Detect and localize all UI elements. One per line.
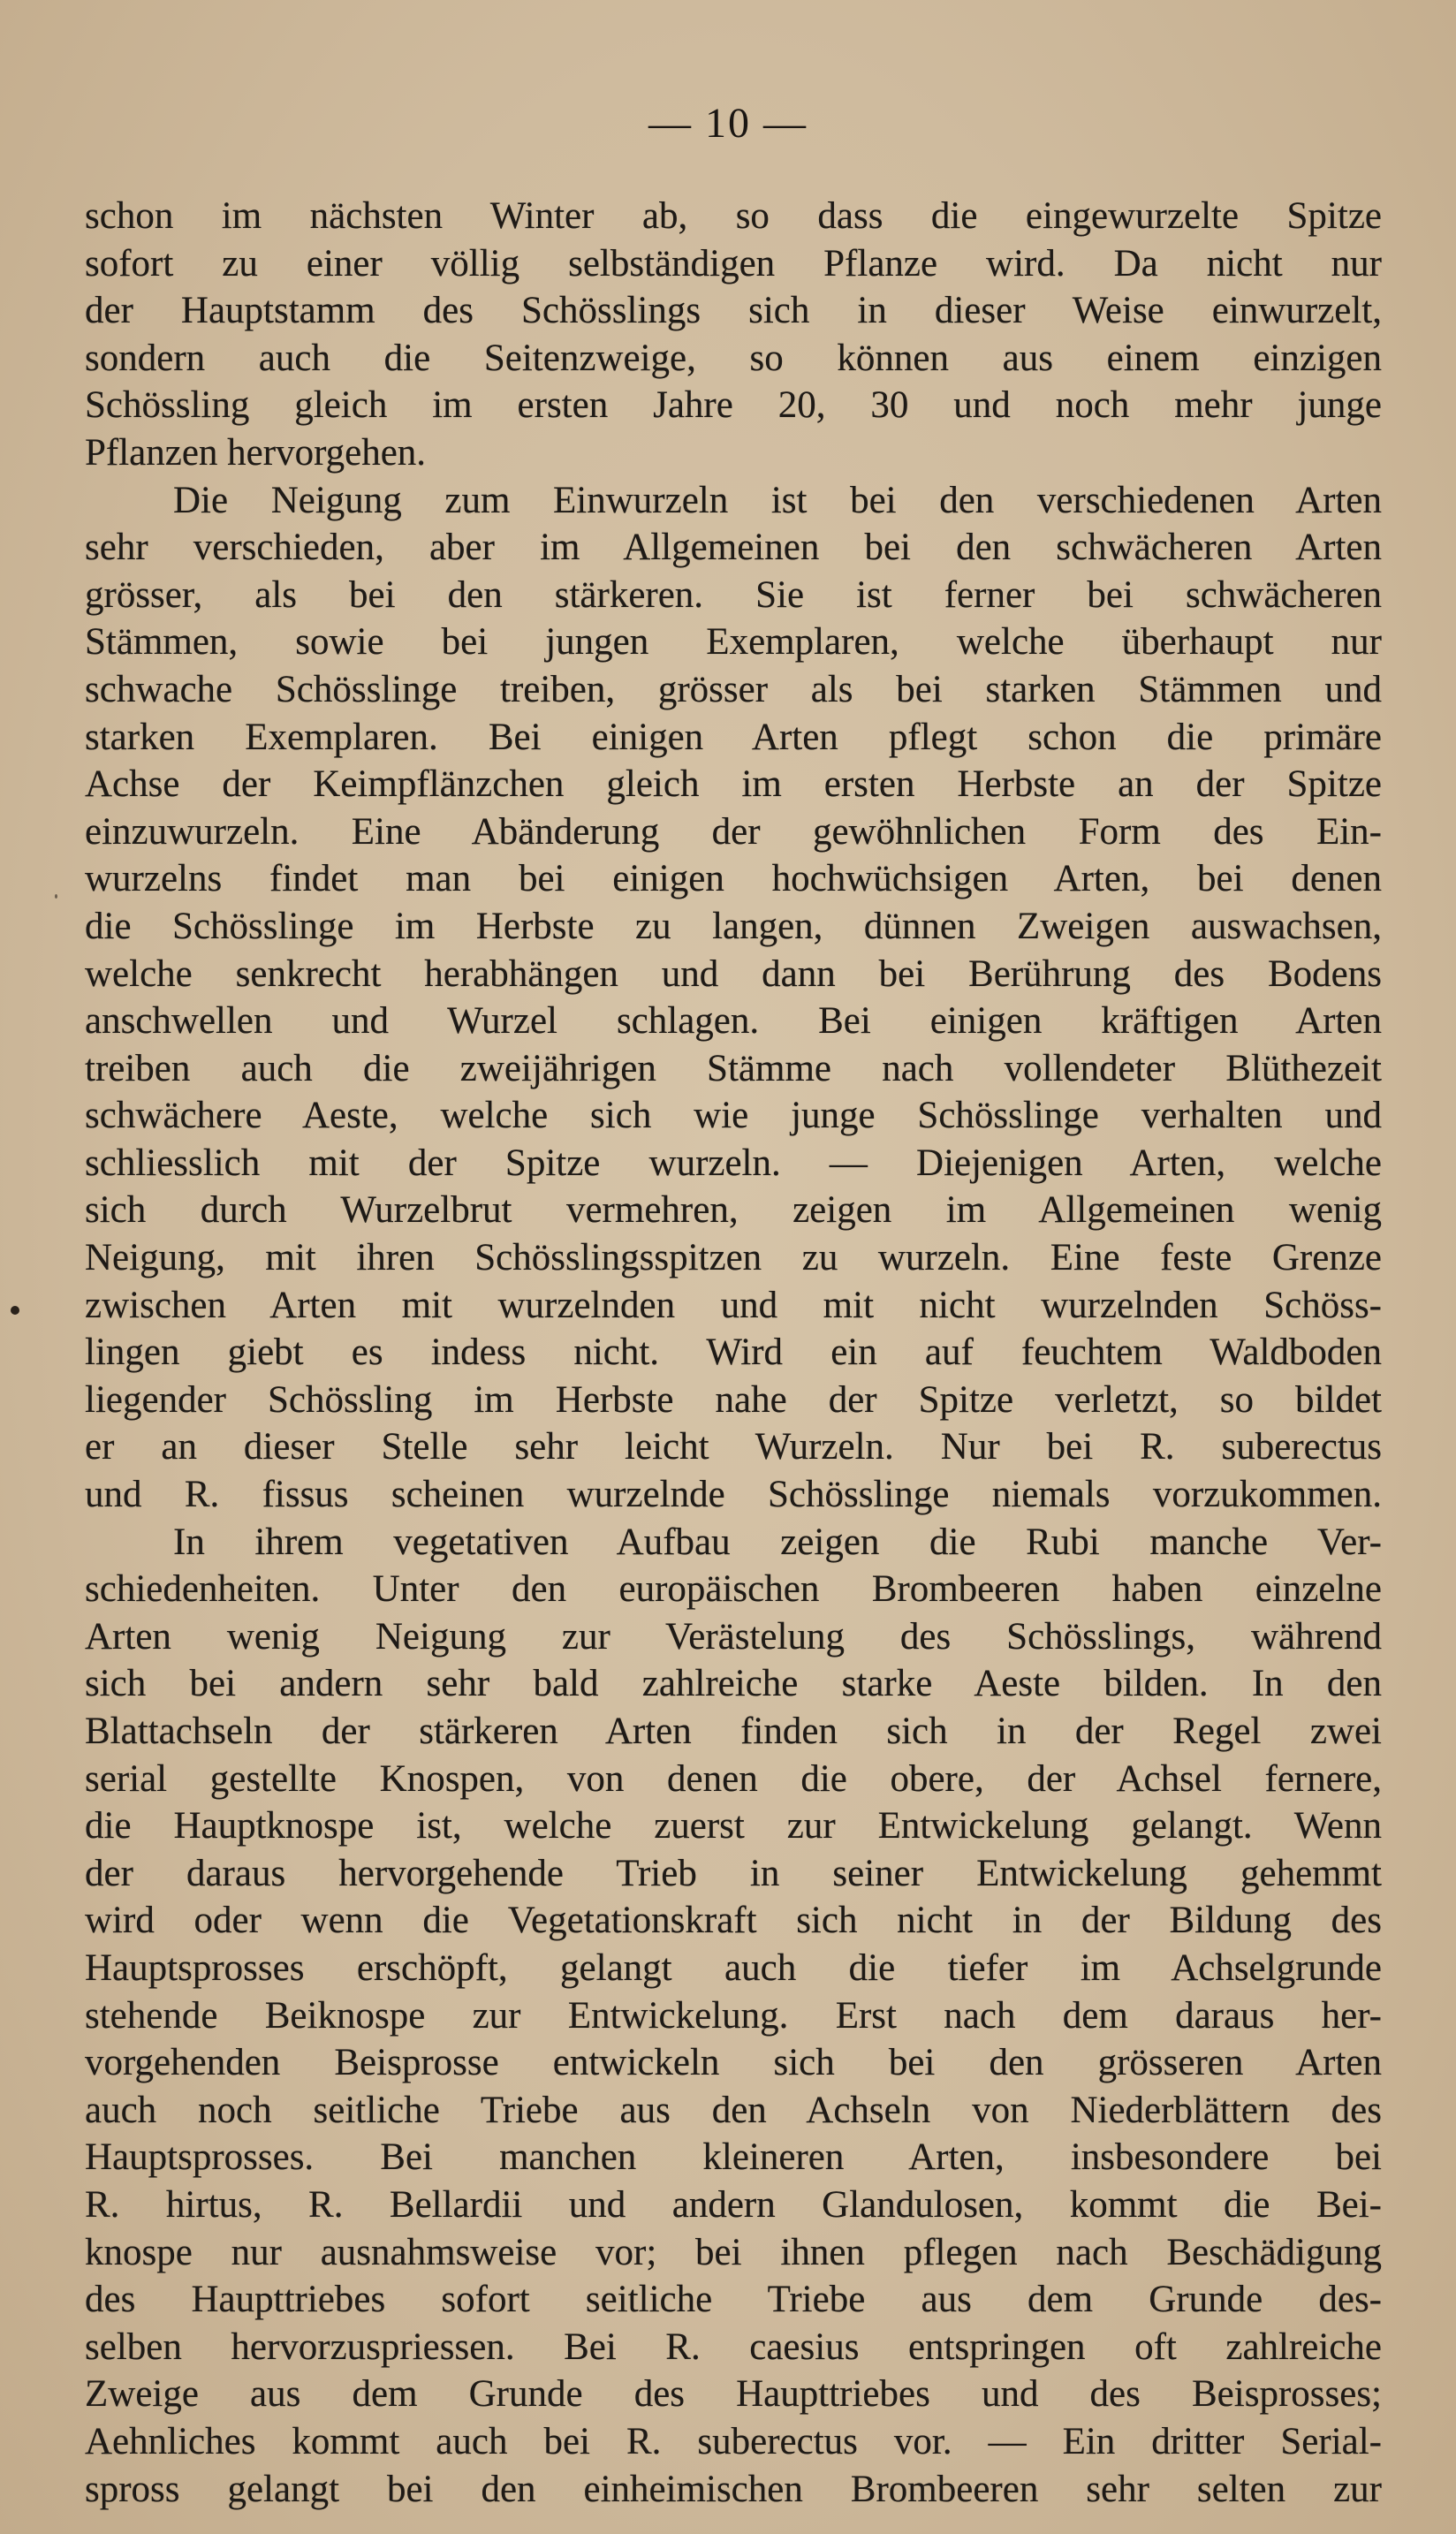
text-line: selben hervorzuspriessen. Bei R. caesius entspringen oft zahlreiche	[85, 2325, 1382, 2368]
text-line: sondern auch die Seitenzweige, so können aus einem einzigen	[85, 337, 1382, 379]
text-line: treiben auch die zweijährigen Stämme nach vollendeter Blüthezeit	[85, 1047, 1382, 1089]
text-line: einzuwurzeln. Eine Abänderung der gewöhnlichen Form des Ein-	[85, 810, 1382, 853]
text-line: starken Exemplaren. Bei einigen Arten pflegt schon die primäre	[85, 716, 1382, 758]
text-line: spross gelangt bei den einheimischen Brombeeren sehr selten zur	[85, 2468, 1382, 2510]
ink-speck	[55, 894, 57, 899]
text-line: er an dieser Stelle sehr leicht Wurzeln. Nur bei R. suberectus	[85, 1426, 1382, 1468]
text-line: knospe nur ausnahmsweise vor; bei ihnen pflegen nach Beschädigung	[85, 2231, 1382, 2273]
text-line: auch noch seitliche Triebe aus den Achseln von Niederblättern des	[85, 2089, 1382, 2131]
text-line: sehr verschieden, aber im Allgemeinen bei den schwächeren Arten	[85, 527, 1382, 569]
text-line: R. hirtus, R. Bellardii und andern Glandulosen, kommt die Bei-	[85, 2183, 1382, 2226]
text-line: lingen giebt es indess nicht. Wird ein auf feuchtem Waldboden	[85, 1331, 1382, 1374]
text-line: Pflanzen hervorgehen.	[85, 431, 427, 474]
ink-speck	[11, 1306, 19, 1315]
text-line: serial gestellte Knospen, von denen die obere, der Achsel fernere,	[85, 1757, 1382, 1800]
text-line: der daraus hervorgehende Trieb in seiner Entwickelung gehemmt	[85, 1852, 1382, 1894]
text-line: der Hauptstamm des Schösslings sich in dieser Weise einwurzelt,	[85, 290, 1382, 332]
text-line: Stämmen, sowie bei jungen Exemplaren, welche überhaupt nur	[85, 621, 1382, 664]
text-line: In ihrem vegetativen Aufbau zeigen die Rubi manche Ver-	[173, 1521, 1382, 1563]
text-line: Blattachseln der stärkeren Arten finden sich in der Regel zwei	[85, 1711, 1382, 1752]
text-line: welche senkrecht herabhängen und dann bei Berührung des Bodens	[85, 952, 1382, 995]
text-line: grösser, als bei den stärkeren. Sie ist ferner bei schwächeren	[85, 573, 1382, 616]
text-line: wird oder wenn die Vegetationskraft sich nicht in der Bildung des	[85, 1900, 1382, 1942]
text-line: Hauptsprosses. Bei manchen kleineren Arten, insbesondere bei	[85, 2136, 1382, 2179]
text-line: die Schösslinge im Herbste zu langen, dünnen Zweigen auswachsen,	[85, 905, 1382, 947]
text-line: die Hauptknospe ist, welche zuerst zur Entwickelung gelangt. Wenn	[85, 1805, 1382, 1847]
text-line: schon im nächsten Winter ab, so dass die eingewurzelte Spitze	[85, 195, 1382, 237]
text-line: schwache Schösslinge treiben, grösser als bei starken Stämmen und	[85, 668, 1382, 710]
text-line: Arten wenig Neigung zur Verästelung des Schösslings, während	[85, 1615, 1382, 1658]
text-line: Aehnliches kommt auch bei R. suberectus vor. — Ein dritter Serial-	[85, 2420, 1382, 2462]
body-text	[85, 193, 1382, 2513]
text-line: wurzelns findet man bei einigen hochwüchsigen Arten, bei denen	[85, 858, 1382, 900]
text-line: liegender Schössling im Herbste nahe der Spitze verletzt, so bildet	[85, 1378, 1382, 1421]
text-line: schliesslich mit der Spitze wurzeln. — Diejenigen Arten, welche	[85, 1142, 1382, 1184]
text-line: sich durch Wurzelbrut vermehren, zeigen im Allgemeinen wenig	[85, 1189, 1382, 1232]
text-line: Achse der Keimpflänzchen gleich im ersten Herbste an der Spitze	[85, 763, 1382, 806]
text-line: Neigung, mit ihren Schösslingsspitzen zu wurzeln. Eine feste Grenze	[85, 1237, 1382, 1279]
text-line: anschwellen und Wurzel schlagen. Bei einigen kräftigen Arten	[85, 1000, 1382, 1043]
text-line: vorgehenden Beisprosse entwickeln sich bei den grösseren Arten	[85, 2042, 1382, 2084]
text-line: des Haupttriebes sofort seitliche Triebe aus dem Grunde des-	[85, 2279, 1382, 2321]
text-line: sich bei andern sehr bald zahlreiche starke Aeste bilden. In den	[85, 1663, 1382, 1705]
text-line: und R. fissus scheinen wurzelnde Schösslinge niemals vorzukommen.	[85, 1474, 1382, 1516]
text-line: zwischen Arten mit wurzelnden und mit nicht wurzelnden Schöss-	[85, 1284, 1382, 1326]
text-line: Die Neigung zum Einwurzeln ist bei den verschiedenen Arten	[173, 479, 1382, 521]
text-line: Hauptsprosses erschöpft, gelangt auch die tiefer im Achselgrunde	[85, 1946, 1382, 1989]
text-line: schiedenheiten. Unter den europäischen Brombeeren haben einzelne	[85, 1568, 1382, 1611]
text-line: stehende Beiknospe zur Entwickelung. Erst nach dem daraus her-	[85, 1994, 1382, 2037]
text-line: Schössling gleich im ersten Jahre 20, 30 und noch mehr junge	[85, 384, 1382, 427]
text-line: Zweige aus dem Grunde des Haupttriebes und des Beisprosses;	[85, 2373, 1382, 2416]
text-line: sofort zu einer völlig selbständigen Pflanze wird. Da nicht nur	[85, 242, 1382, 285]
text-line: schwächere Aeste, welche sich wie junge Schösslinge verhalten und	[85, 1095, 1382, 1137]
page-number: — 10 —	[648, 100, 808, 147]
